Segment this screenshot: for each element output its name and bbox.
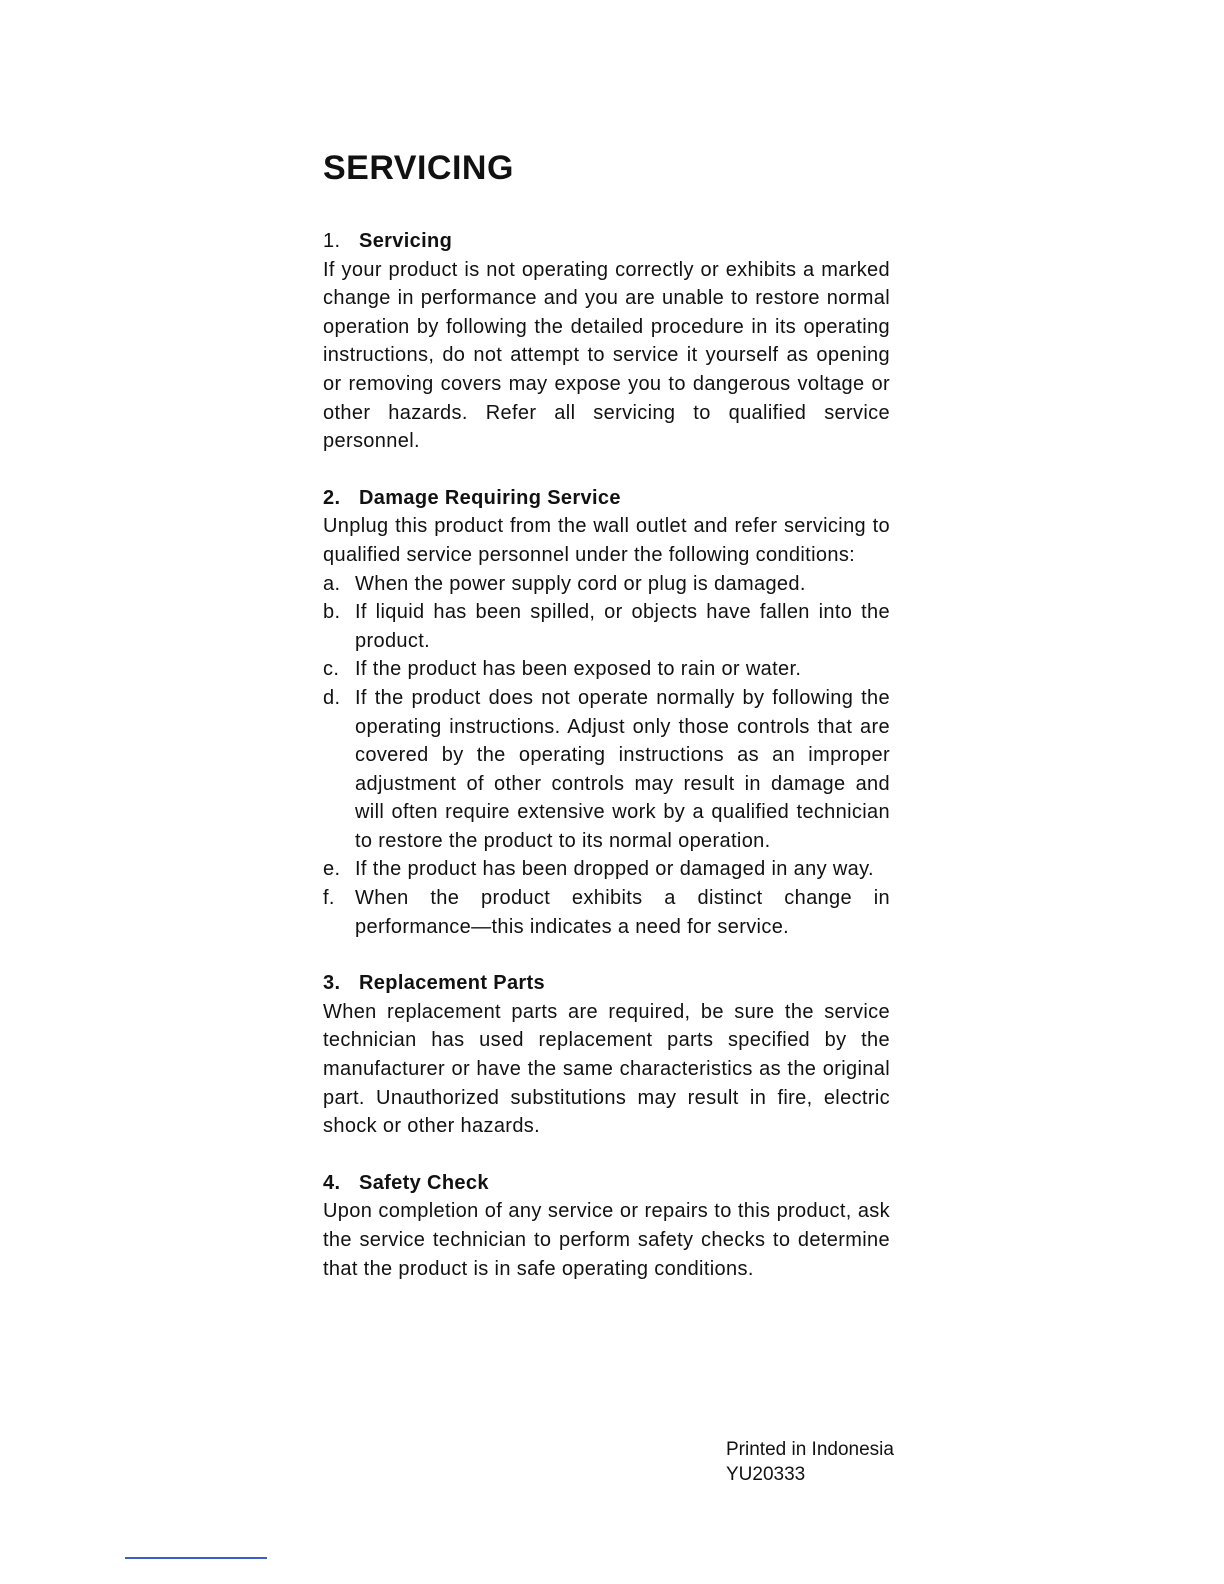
section-heading: [323, 1169, 890, 1198]
list-item-text: If the product does not operate normally by following the operating instructions. Adjust only those controls that are covered by the operating instructions as an improper adjustment of other controls may result in damage and will often require extensive work by a qualified technician to restore the product to its normal operation.: [355, 686, 890, 852]
printed-in-text: Printed in Indonesia: [726, 1439, 894, 1460]
list-item-letter: d.: [323, 686, 341, 709]
list-item-letter: b.: [323, 601, 341, 624]
section-servicing: [323, 227, 890, 456]
section-paragraph: When replacement parts are required, be sure the service technician has used replacement parts specified by the manufacturer or have the same characteristics as the original part. Unauthorized substitutions may result in fire, electric shock or other hazards.: [323, 1000, 890, 1138]
list-item-text: If the product has been dropped or damaged in any way.: [355, 858, 874, 881]
list-item-text: If the product has been exposed to rain or water.: [355, 658, 802, 681]
condition-list: [323, 570, 890, 942]
list-item-letter: c.: [323, 658, 340, 681]
section-paragraph: Unplug this product from the wall outlet and refer servicing to qualified service personnel under the following conditions:: [323, 515, 890, 566]
list-item: [323, 655, 890, 684]
section-title: Replacement Parts: [359, 972, 546, 995]
list-item: [323, 570, 890, 599]
bottom-divider: [125, 1557, 267, 1559]
list-item: [323, 684, 890, 856]
document-code: YU20333: [726, 1464, 806, 1485]
list-item-text: When the product exhibits a distinct change in performance—this indicates a need for service.: [355, 887, 890, 938]
list-item-letter: e.: [323, 858, 341, 881]
section-paragraph: If your product is not operating correctly or exhibits a marked change in performance and you are unable to restore normal operation by following the detailed procedure in its operating instructions, do not attempt to service it yourself as opening or removing covers may expose you to dangerous voltage or other hazards. Refer all servicing to qualified service personnel.: [323, 258, 890, 453]
print-footer: [726, 1437, 894, 1487]
list-item: [323, 884, 890, 941]
section-number: 1.: [323, 230, 341, 252]
section-number: 4.: [323, 1171, 341, 1194]
document-body: [323, 227, 890, 1311]
section-number: 2.: [323, 486, 341, 509]
section-damage-requiring-service: [323, 484, 890, 942]
list-item-text: When the power supply cord or plug is damaged.: [355, 572, 806, 595]
list-item-text: If liquid has been spilled, or objects have fallen into the product.: [355, 601, 890, 652]
page-title: SERVICING: [323, 149, 514, 187]
section-title: Safety Check: [359, 1171, 489, 1194]
section-paragraph: Upon completion of any service or repairs to this product, ask the service technician to perform safety checks to determine that the product is in safe operating conditions.: [323, 1200, 890, 1280]
section-number: 3.: [323, 972, 341, 995]
section-replacement-parts: [323, 969, 890, 1141]
list-item-letter: a.: [323, 572, 341, 595]
section-title: Servicing: [359, 230, 453, 252]
section-heading: [323, 484, 890, 513]
section-title: Damage Requiring Service: [359, 486, 621, 509]
section-heading: [323, 969, 890, 998]
list-item: [323, 855, 890, 884]
section-safety-check: [323, 1169, 890, 1283]
list-item-letter: f.: [323, 887, 335, 910]
list-item: [323, 598, 890, 655]
section-heading: [323, 227, 890, 256]
